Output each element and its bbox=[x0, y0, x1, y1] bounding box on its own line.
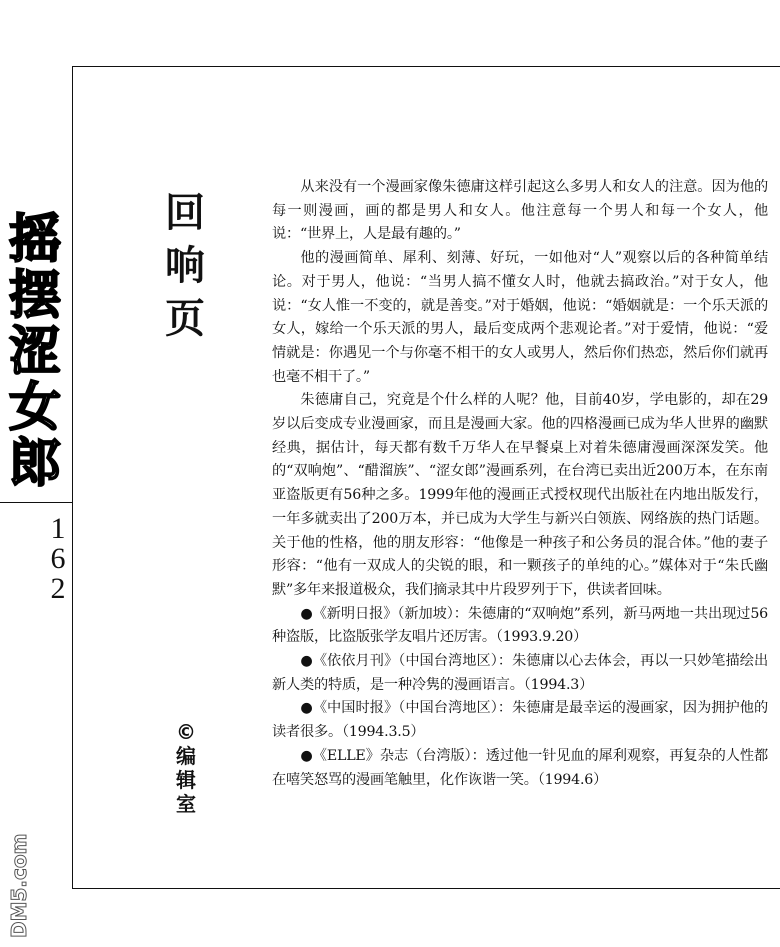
author-char: 辑 bbox=[176, 768, 196, 792]
page-frame-top-border bbox=[72, 66, 780, 67]
author-credit bbox=[166, 720, 206, 816]
quote-item: ●《ELLE》杂志（台湾版）：透过他一针见血的犀利观察，再复杂的人性都在嘻笑怒骂的漫画笔触里，化作诙谐一笑。（1994.6） bbox=[272, 747, 768, 788]
book-title-char: 涩 bbox=[8, 322, 61, 382]
quote-item: ●《中国时报》（中国台湾地区）：朱德庸是最幸运的漫画家，因为拥护他的读者很多。（1994.3.5） bbox=[272, 700, 768, 741]
paragraph: 朱德庸自己，究竟是个什么样的人呢？他，目前40岁，学电影的，却在29岁以后变成专业漫画家，而且是漫画大家。他的四格漫画已成为华人世界的幽默经典，据估计，每天都有数千万华人在早餐桌上对着朱德庸漫画深深发笑。他的“双响炮”、“醋溜族”、“涩女郎”漫画系列，在台湾已卖出近200万本，在东南亚盗版更有56种之多。1999年他的漫画正式授权现代出版社在内地出版发行，一年多就卖出了200万本，并已成为大学生与新兴白领族、网络族的热门话题。关于他的性格，他的朋友形容：“他像是一种孩子和公务员的混合体。”他的妻子形容：“他有一双成人的尖锐的眼，和一颗孩子的单纯的心。”媒体对于“朱氏幽默”多年来报道极众，我们摘录其中片段罗列于下，供读者回味。 bbox=[272, 392, 768, 598]
author-char: 室 bbox=[176, 792, 196, 816]
author-char: 编 bbox=[176, 744, 196, 768]
author-char: © bbox=[176, 720, 196, 744]
watermark-text: DM5.com bbox=[7, 833, 31, 938]
section-title-char: 页 bbox=[165, 296, 205, 342]
book-title-vertical bbox=[2, 212, 68, 492]
book-title-char: 女 bbox=[8, 378, 61, 438]
book-title-char: 摇 bbox=[8, 210, 61, 270]
watermark-logo bbox=[4, 820, 34, 940]
side-divider-rule bbox=[0, 502, 72, 503]
page-frame-bottom-border bbox=[72, 888, 780, 889]
article-body bbox=[272, 176, 768, 792]
page-frame-left-border bbox=[72, 66, 73, 889]
page-number-digit: 6 bbox=[50, 542, 66, 575]
section-title-vertical bbox=[160, 187, 210, 346]
quote-item: ●《依依月刊》（中国台湾地区）：朱德庸以心去体会，再以一只妙笔描绘出新人类的特质，是一种冷隽的漫画语言。（1994.3） bbox=[272, 653, 768, 693]
section-title-char: 响 bbox=[165, 243, 205, 289]
book-title-char: 郎 bbox=[8, 434, 61, 494]
paragraph: 他的漫画简单、犀利、刻薄、好玩，一如他对“人”观察以后的各种简单结论。对于男人，他说：“当男人搞不懂女人时，他就去搞政治。”对于女人，他说：“女人惟一不变的，就是善变。”对于婚姻，他说：“婚姻就是：一个乐天派的女人，嫁给一个乐天派的男人，最后变成两个悲观论者。”对于爱情，他说：“爱情就是：你遇见一个与你毫不相干的女人或男人，然后你们热恋，然后你们就再也毫不相干了。” bbox=[272, 250, 768, 385]
book-title-char: 摆 bbox=[8, 266, 61, 326]
paragraph: 从来没有一个漫画家像朱德庸这样引起这么多男人和女人的注意。因为他的每一则漫画，画的都是男人和女人。他注意每一个男人和每一个女人，他说：“世界上，人是最有趣的。” bbox=[272, 179, 768, 243]
page-number-digit: 2 bbox=[50, 572, 66, 605]
page-number bbox=[46, 514, 70, 604]
quote-item: ●《新明日报》（新加坡）：朱德庸的“双响炮”系列，新马两地一共出现过56种盗版，比盗版张学友唱片还厉害。（1993.9.20） bbox=[272, 605, 768, 646]
page-number-digit: 1 bbox=[50, 512, 66, 545]
section-title-char: 回 bbox=[165, 190, 205, 236]
